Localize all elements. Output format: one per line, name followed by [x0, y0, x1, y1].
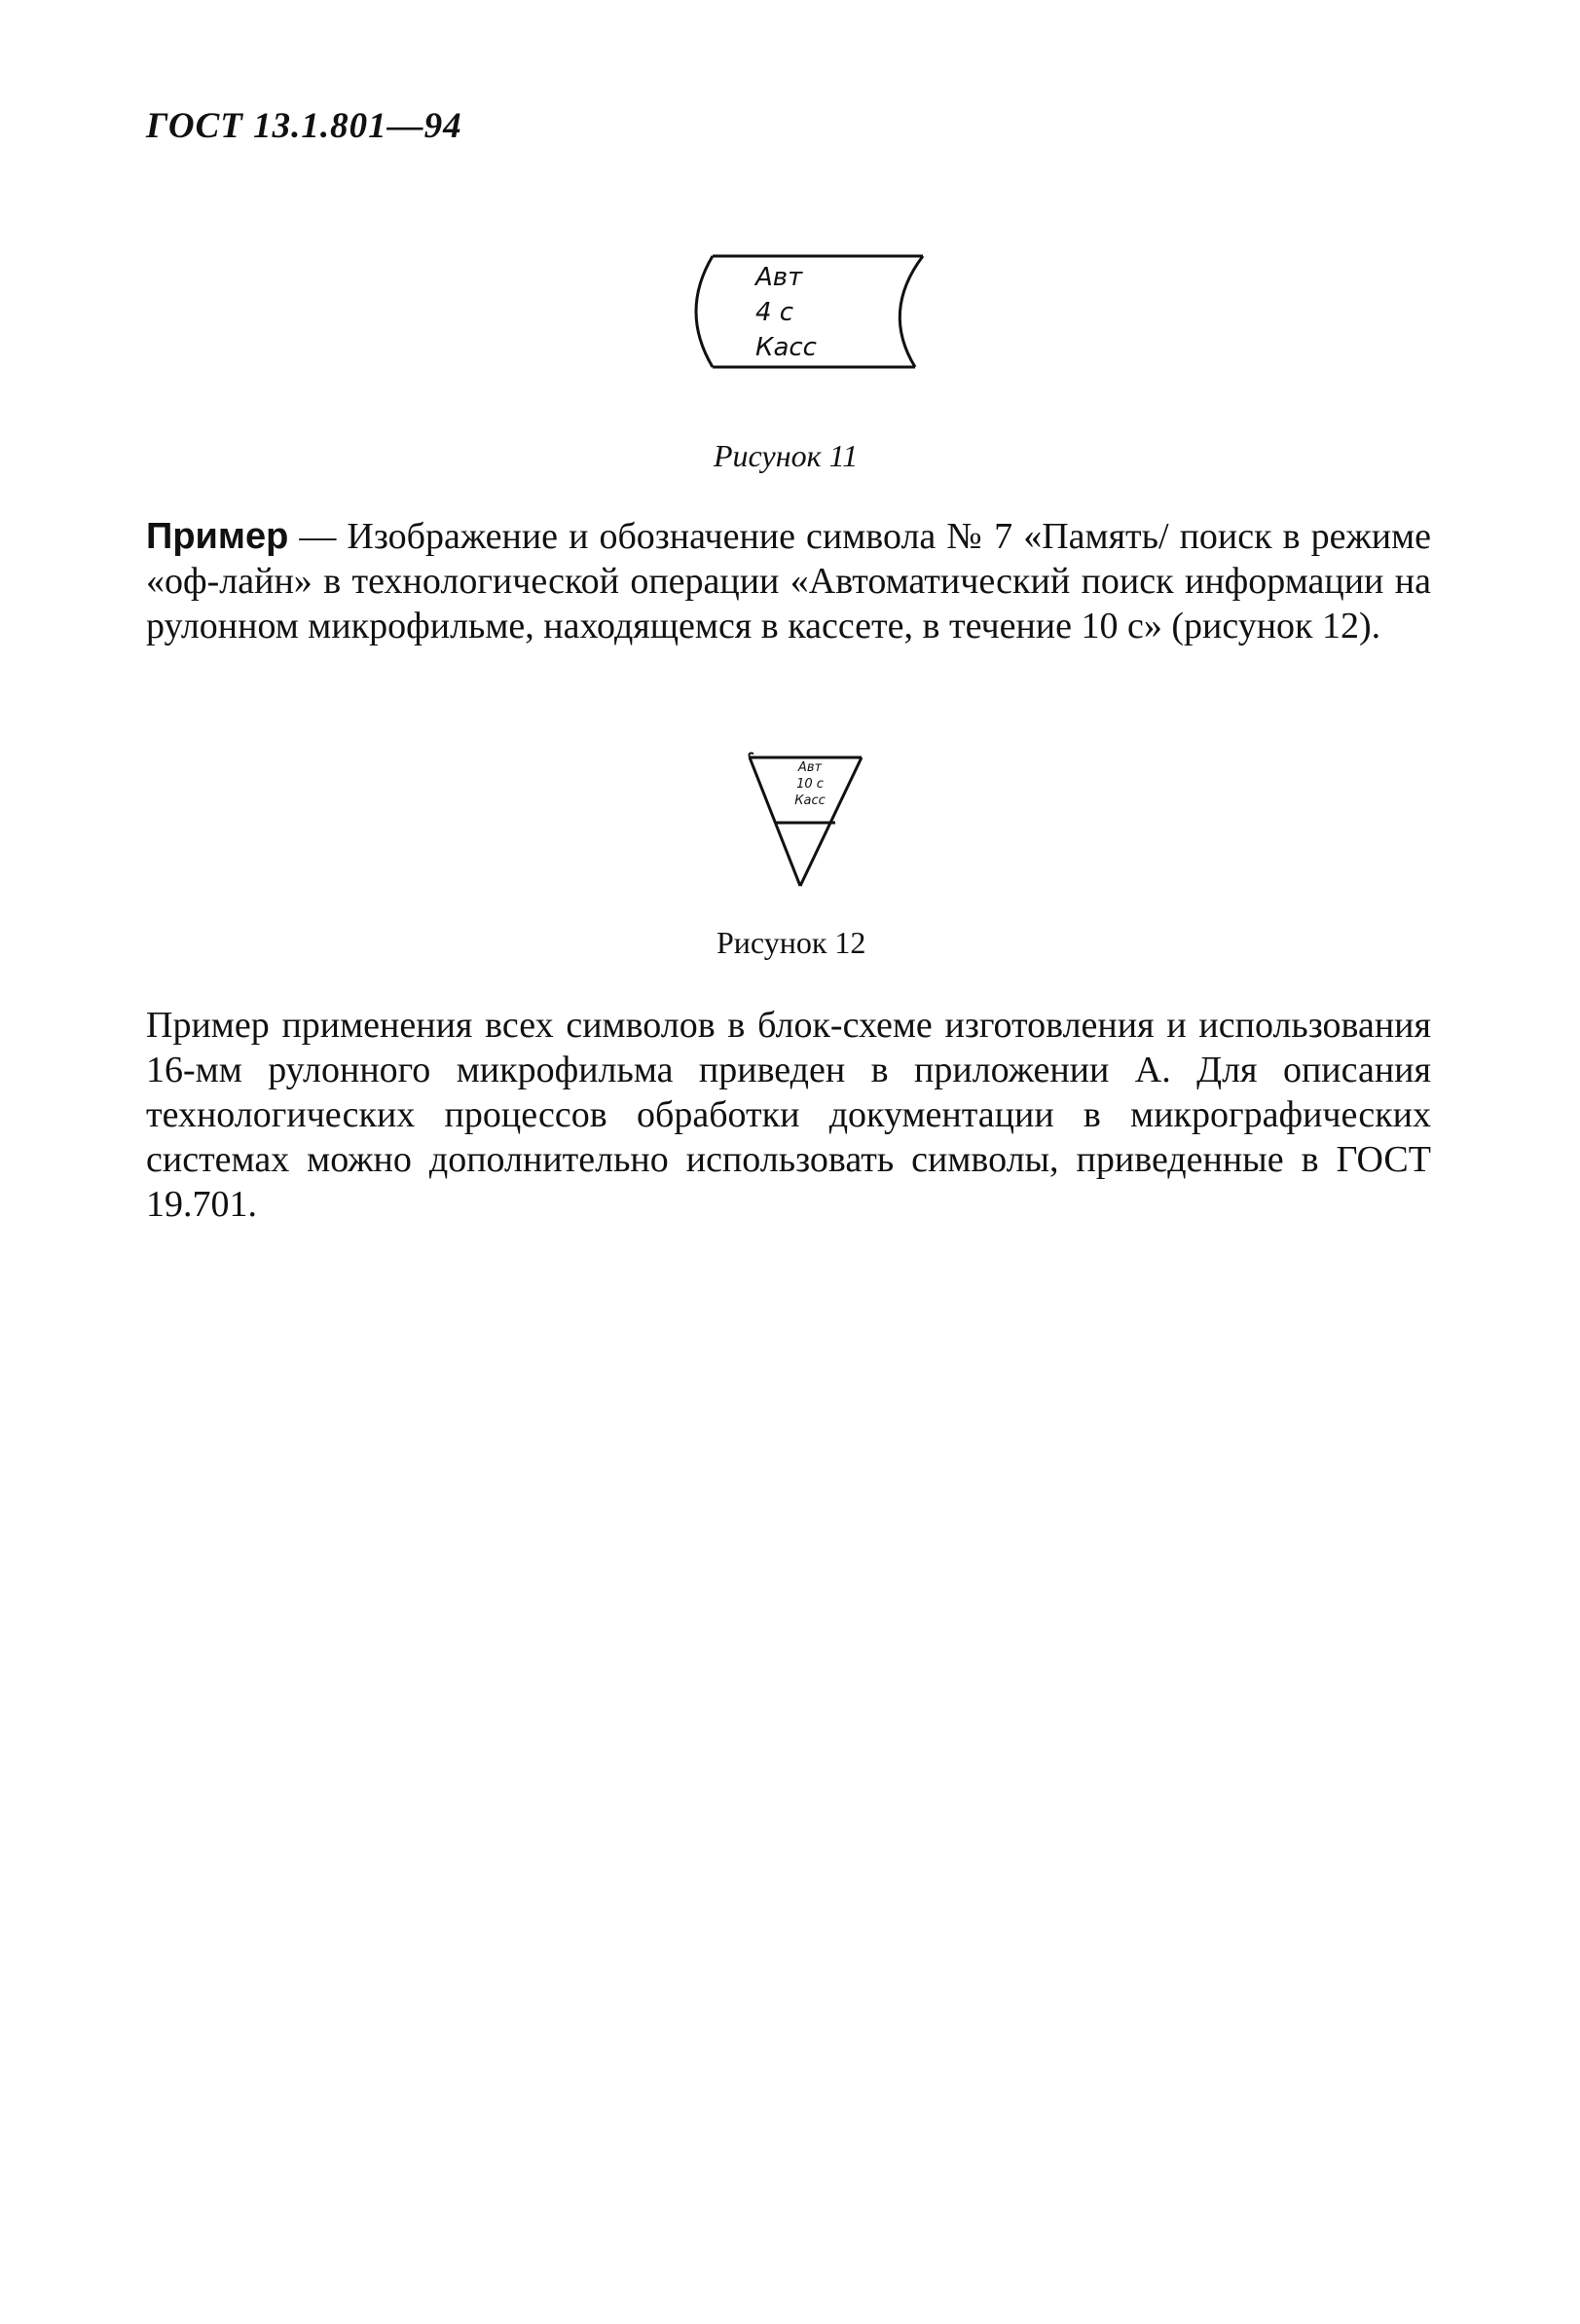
figure-11-label: [755, 260, 817, 365]
paragraph-example-text: — Изображение и обозначение символа № 7 «Память/ поиск в режиме «оф-лайн» в технологической операции «Автоматический поиск информации на рулонном микрофильме, находящемся в кассете, в течение 10 с» (рисунок 12).: [146, 516, 1431, 646]
figure-11-line-2: 4 с: [755, 298, 794, 327]
figure-11-line-1: Авт: [755, 263, 803, 292]
figure-12-line-1: Авт: [797, 760, 823, 775]
document-header: ГОСТ 13.1.801—94: [146, 106, 462, 146]
figure-12-caption: Рисунок 12: [717, 925, 866, 960]
paragraph-example: [146, 514, 1431, 648]
figure-12-line-3: Касс: [794, 793, 826, 808]
paragraph-lead: Пример: [146, 516, 289, 557]
figure-12-line-2: 10 с: [796, 777, 824, 792]
figure-11-caption: Рисунок 11: [714, 438, 859, 473]
figure-11-line-3: Касс: [755, 333, 817, 362]
figure-11-offline-storage-symbol: [672, 248, 935, 380]
figure-12-offline-search-symbol: [740, 750, 876, 896]
figure-12-label: [781, 759, 839, 809]
paragraph-application: Пример применения всех символов в блок-схеме изготовления и использования 16-мм рулонного микрофильма приведен в приложении А. Для описания технологических процессов обработки документации в микрографических системах можно дополнительно использовать символы, приведенные в ГОСТ 19.701.: [146, 1005, 1431, 1225]
